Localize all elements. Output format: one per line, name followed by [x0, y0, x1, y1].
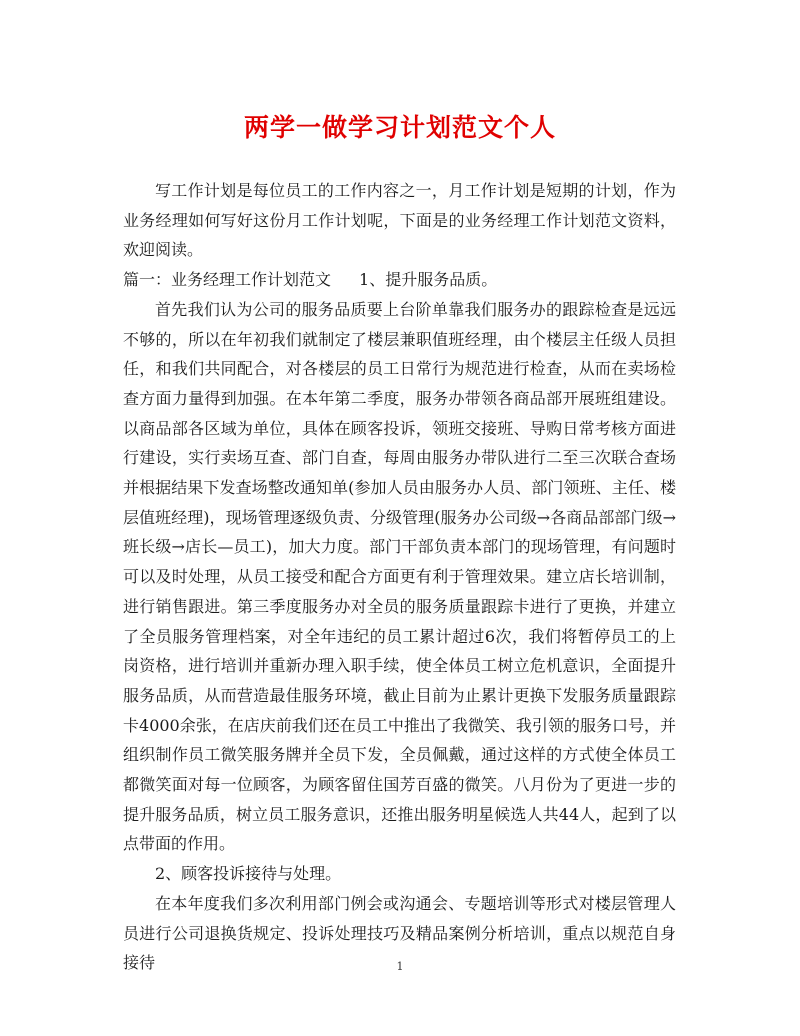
document-body [123, 176, 676, 978]
body-paragraph-2: 在本年度我们多次利用部门例会或沟通会、专题培训等形式对楼层管理人员进行公司退换货规定、投诉处理技巧及精品案例分析培训，重点以规范自身接待 [123, 893, 676, 973]
intro-paragraph: 写工作计划是每位员工的工作内容之一，月工作计划是短期的计划，作为业务经理如何写好这份月工作计划呢，下面是的业务经理工作计划范文资料，欢迎阅读。 [123, 181, 676, 260]
body-paragraph-1: 首先我们认为公司的服务品质要上台阶单靠我们服务办的跟踪检查是远远不够的，所以在年初我们就制定了楼层兼职值班经理，由个楼层主任级人员担任，和我们共同配合，对各楼层的员工日常行为规范进行检查，从而在卖场检查方面力量得到加强。在本年第二季度，服务办带领各商品部开展班组建设。以商品部各区域为单位，具体在顾客投诉，领班交接班、导购日常考核方面进行建设，实行卖场互查、部门自查，每周由服务办带队进行二至三次联合查场并根据结果下发查场整改通知单(参加人员由服务办人员、部门领班、主任、楼层值班经理)，现场管理逐级负责、分级管理(服务办公司级→各商品部部门级→班长级→店长—员工)，加大力度。部门干部负责本部门的现场管理，有问题时可以及时处理，从员工接受和配合方面更有利于管理效果。建立店长培训制，进行销售跟进。第三季度服务办对全员的服务质量跟踪卡进行了更换，并建立了全员服务管理档案，对全年违纪的员工累计超过6次，我们将暂停员工的上岗资格，进行培训并重新办理入职手续，使全体员工树立危机意识，全面提升服务品质，从而营造最佳服务环境，截止目前为止累计更换下发服务质量跟踪卡4000余张，在店庆前我们还在员工中推出了我微笑、我引领的服务口号，并组织制作员工微笑服务牌并全员下发，全员佩戴，通过这样的方式使全体员工都微笑面对每一位顾客，为顾客留住国芳百盛的微笑。八月份为了更进一步的提升服务品质，树立员工服务意识，还推出服务明星候选人共44人，起到了以点带面的作用。 [123, 299, 676, 854]
page-number: 1 [396, 960, 404, 973]
document-title: 两学一做学习计划范文个人 [243, 113, 556, 142]
section-heading: 篇一：业务经理工作计划范文 [123, 270, 332, 290]
section-heading-line [123, 265, 676, 295]
section-item-2: 2、顾客投诉接待与处理。 [155, 864, 342, 884]
section-item-1: 1、提升服务品质。 [359, 270, 498, 290]
